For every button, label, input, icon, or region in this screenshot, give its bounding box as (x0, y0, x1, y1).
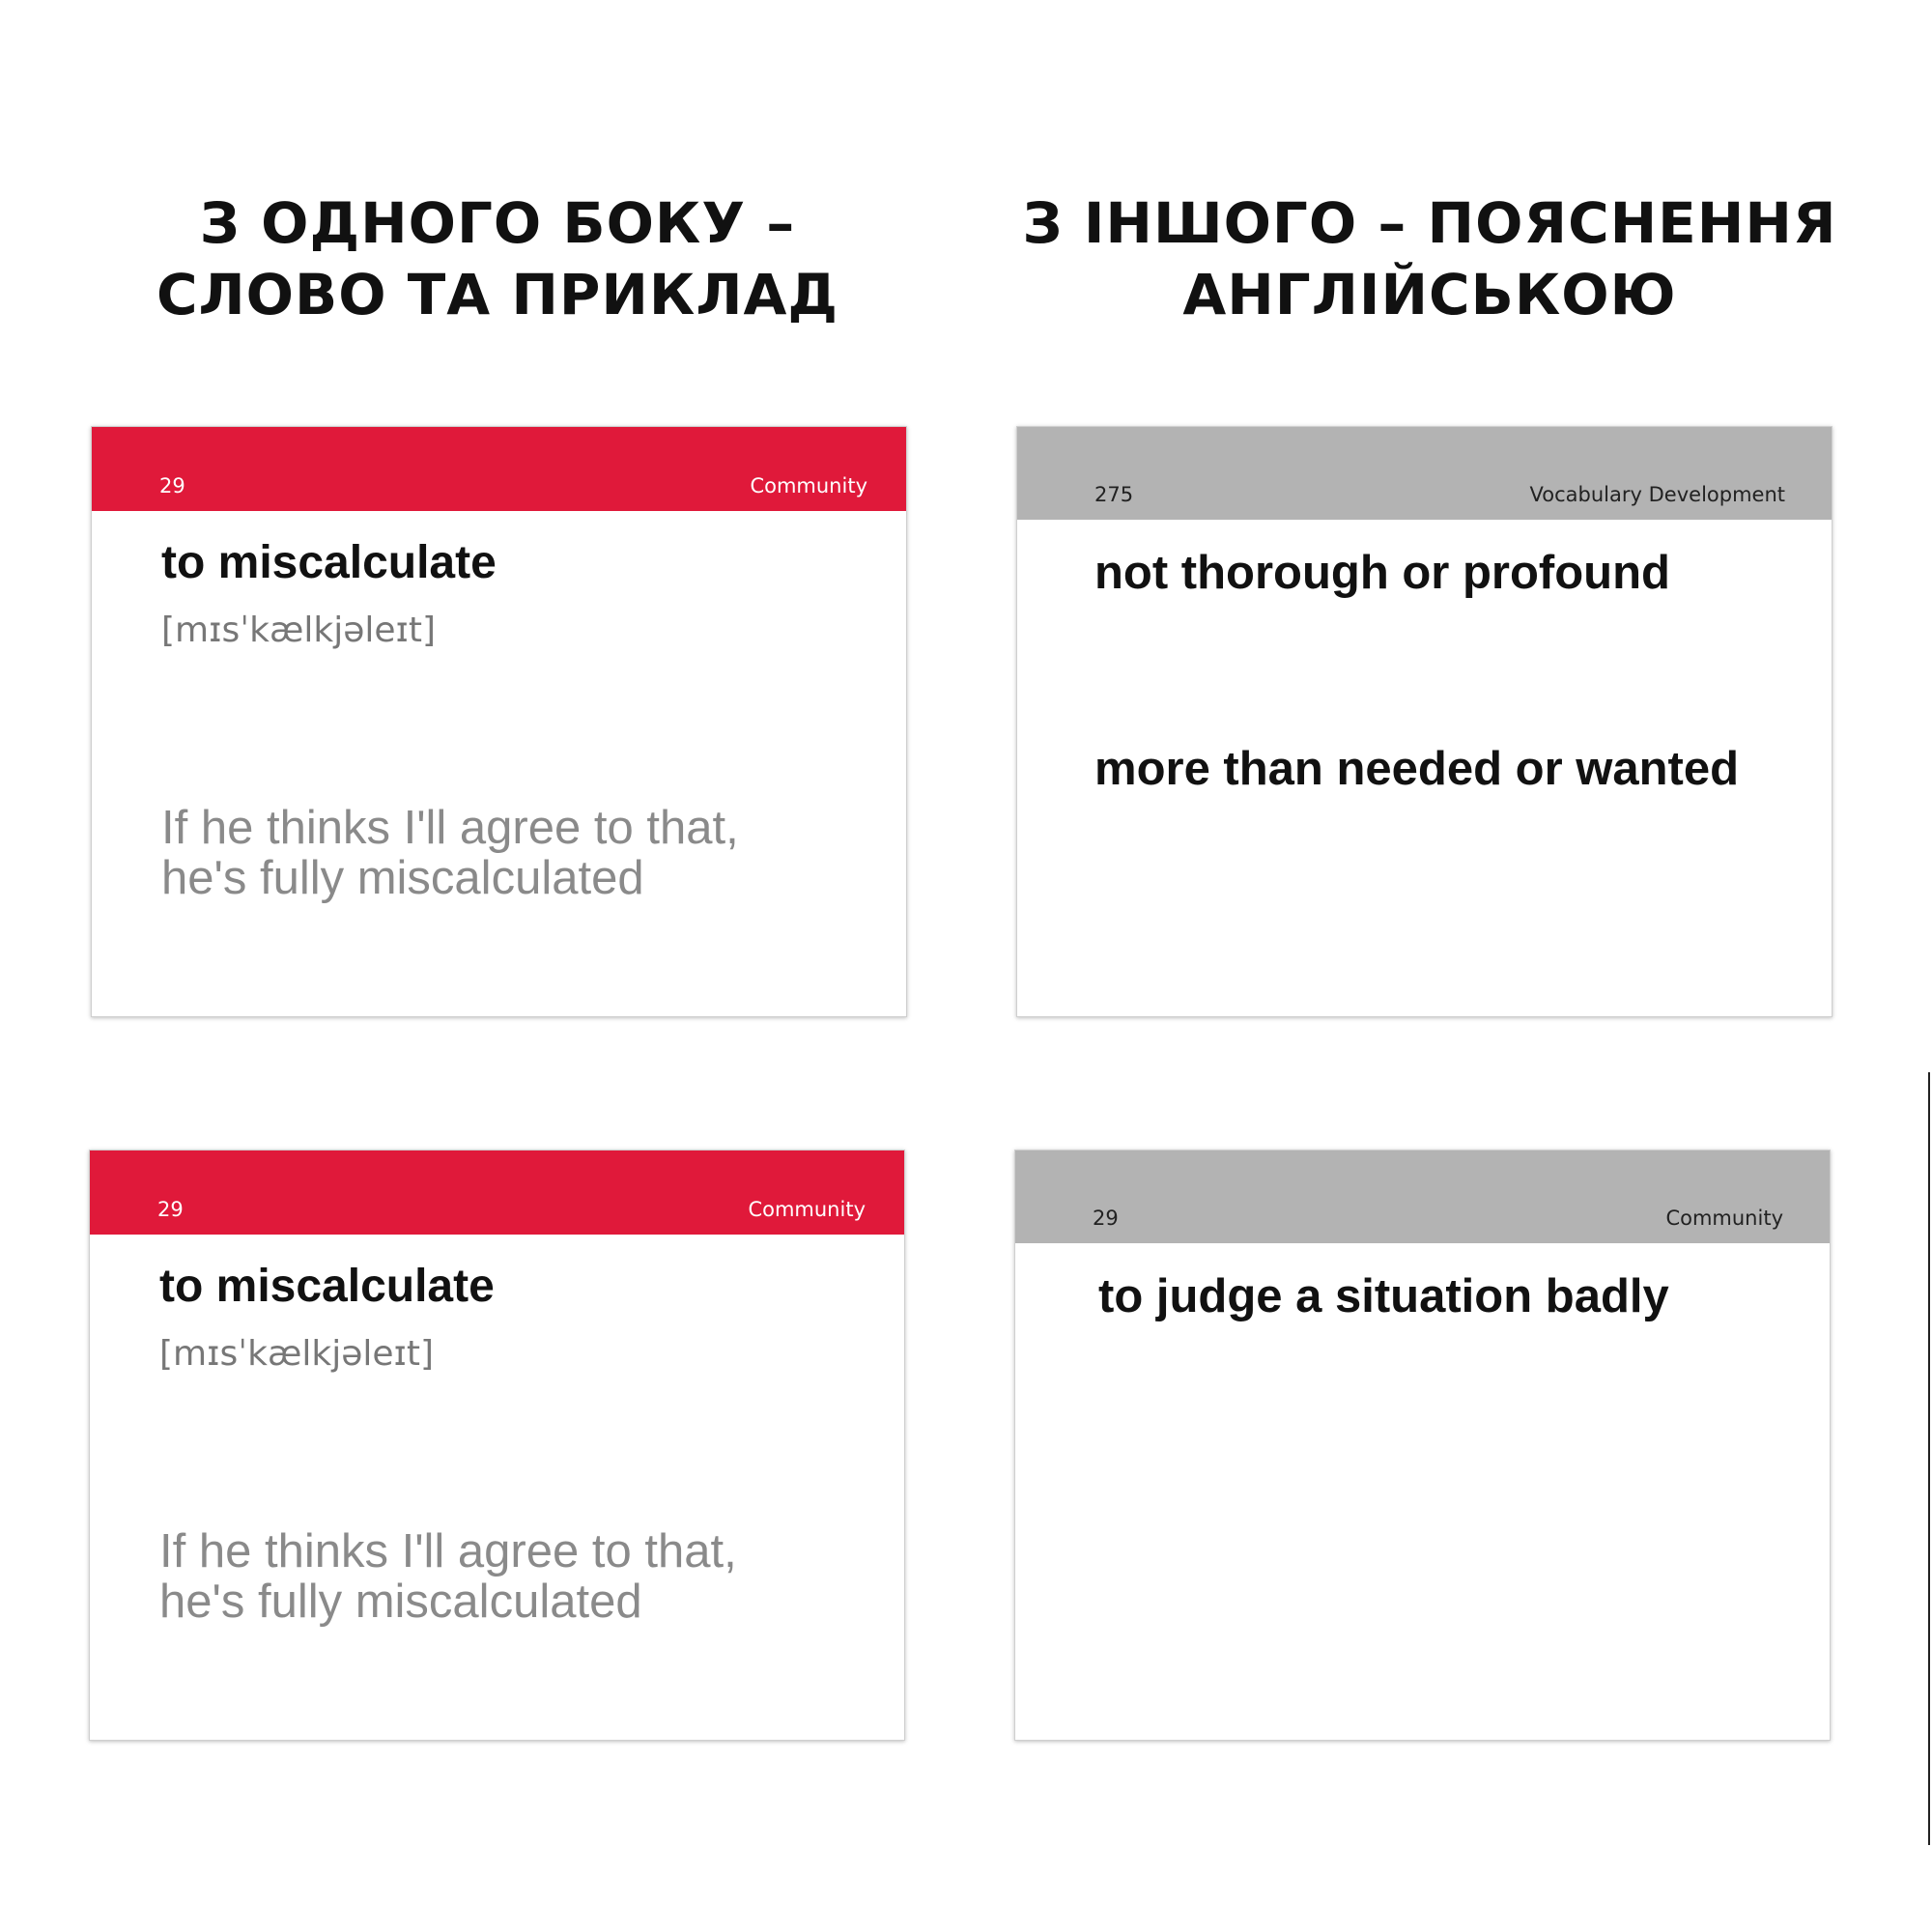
flashcard-back-top (1016, 426, 1833, 1017)
heading-front-side (135, 187, 860, 330)
card-topic: Community (750, 474, 867, 497)
card-example-line-2: he's fully miscalculated (161, 852, 644, 904)
card-topic: Community (748, 1198, 866, 1221)
card-number: 29 (157, 1198, 184, 1221)
heading-back-line-2: АНГЛІЙСЬКОЮ (1182, 262, 1677, 327)
heading-front-line-1: З ОДНОГО БОКУ – (199, 190, 796, 256)
card-example (159, 1526, 874, 1627)
heading-back-line-1: З ІНШОГО – ПОЯСНЕННЯ (1022, 190, 1837, 256)
card-phonetic: [mɪsˈkælkjəleɪt] (161, 611, 437, 650)
card-number: 29 (1093, 1207, 1119, 1230)
card-number: 29 (159, 474, 185, 497)
flashcard-front-bottom (89, 1150, 905, 1741)
card-definition-1: to judge a situation badly (1098, 1270, 1669, 1322)
card-example (161, 803, 876, 903)
heading-front-line-2: СЛОВО ТА ПРИКЛАД (156, 262, 839, 327)
heading-back-side (995, 187, 1864, 330)
card-definition-1: not thorough or profound (1094, 547, 1670, 599)
card-example-line-1: If he thinks I'll agree to that, (161, 802, 739, 854)
card-header-gray (1017, 427, 1832, 520)
card-topic: Vocabulary Development (1529, 483, 1785, 506)
edge-divider (1928, 1072, 1930, 1845)
card-header-gray (1015, 1151, 1830, 1243)
card-number: 275 (1094, 483, 1134, 506)
flashcard-back-bottom (1014, 1150, 1831, 1741)
card-example-line-1: If he thinks I'll agree to that, (159, 1525, 737, 1577)
card-definition-2: more than needed or wanted (1094, 743, 1740, 795)
card-topic: Community (1665, 1207, 1783, 1230)
card-header-red (90, 1151, 904, 1235)
card-example-line-2: he's fully miscalculated (159, 1576, 642, 1628)
card-phonetic: [mɪsˈkælkjəleɪt] (159, 1334, 435, 1374)
card-word: to miscalculate (159, 1261, 495, 1312)
flashcard-front-top (91, 426, 907, 1017)
card-word: to miscalculate (161, 537, 497, 588)
card-header-red (92, 427, 906, 511)
